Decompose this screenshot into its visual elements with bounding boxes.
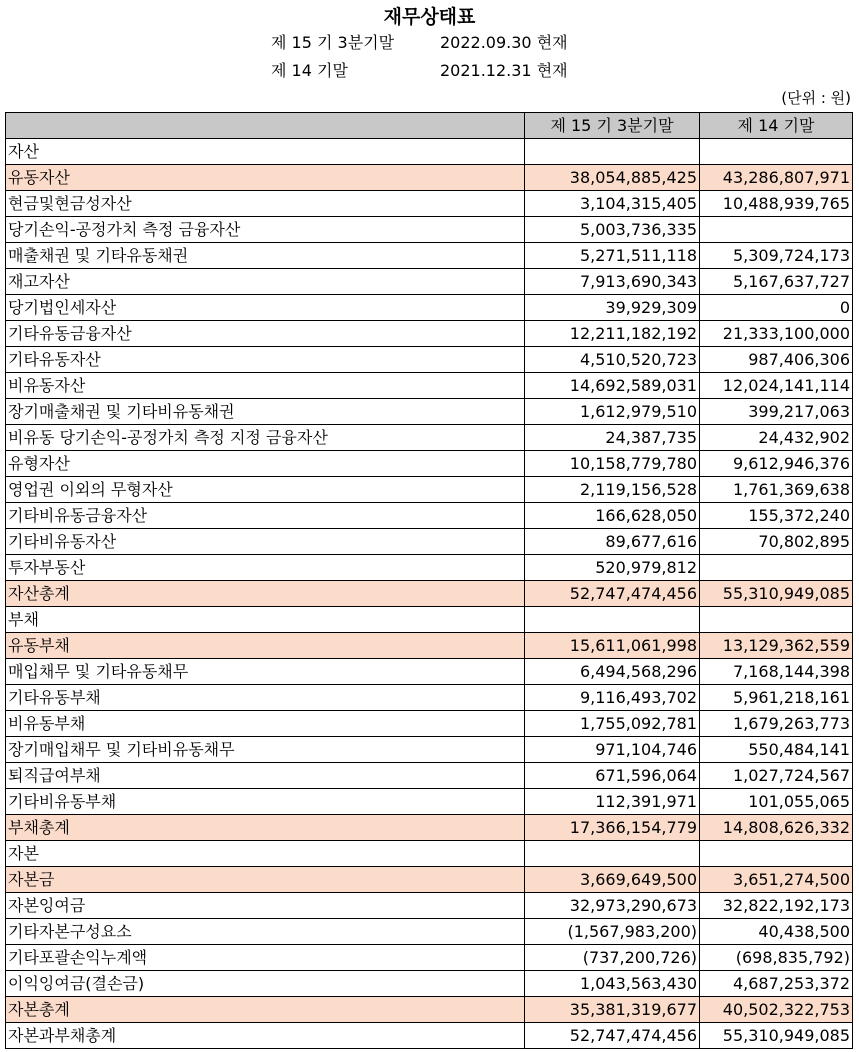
table-row <box>6 165 853 191</box>
row-label: 기타유동부채 <box>6 685 525 711</box>
row-label: 자본 <box>6 841 525 867</box>
table-row <box>6 815 853 841</box>
table-row <box>6 893 853 919</box>
prior-period-value: 10,488,939,765 <box>700 191 853 217</box>
current-period-value: (737,200,726) <box>525 945 700 971</box>
row-label: 기타자본구성요소 <box>6 919 525 945</box>
prior-period-value: 550,484,141 <box>700 737 853 763</box>
prior-period-value: 1,761,369,638 <box>700 477 853 503</box>
table-row <box>6 217 853 243</box>
row-label: 유동자산 <box>6 165 525 191</box>
prior-period-value: 1,027,724,567 <box>700 763 853 789</box>
table-row <box>6 529 853 555</box>
current-period-value: 971,104,746 <box>525 737 700 763</box>
table-row <box>6 841 853 867</box>
table-row <box>6 763 853 789</box>
prior-period-value: (698,835,792) <box>700 945 853 971</box>
current-period-value: 17,366,154,779 <box>525 815 700 841</box>
current-period-value: 35,381,319,677 <box>525 997 700 1023</box>
prior-period-value: 987,406,306 <box>700 347 853 373</box>
current-period-value: (1,567,983,200) <box>525 919 700 945</box>
row-label: 자본총계 <box>6 997 525 1023</box>
table-row <box>6 321 853 347</box>
row-label: 기타비유동자산 <box>6 529 525 555</box>
current-period-value <box>525 139 700 165</box>
row-label: 자산 <box>6 139 525 165</box>
table-row <box>6 399 853 425</box>
current-period-value: 6,494,568,296 <box>525 659 700 685</box>
table-row <box>6 503 853 529</box>
current-period-value: 9,116,493,702 <box>525 685 700 711</box>
row-label: 퇴직급여부채 <box>6 763 525 789</box>
table-row <box>6 191 853 217</box>
current-period-value: 5,271,511,118 <box>525 243 700 269</box>
table-row <box>6 789 853 815</box>
table-row <box>6 1023 853 1049</box>
current-period-value: 5,003,736,335 <box>525 217 700 243</box>
table-row <box>6 581 853 607</box>
row-label: 비유동 당기손익-공정가치 측정 지정 금융자산 <box>6 425 525 451</box>
current-period-value: 52,747,474,456 <box>525 1023 700 1049</box>
current-period-value: 14,692,589,031 <box>525 373 700 399</box>
current-period-value: 166,628,050 <box>525 503 700 529</box>
prior-period-value: 155,372,240 <box>700 503 853 529</box>
current-period-value: 1,755,092,781 <box>525 711 700 737</box>
table-row <box>6 607 853 633</box>
prior-period-value: 5,309,724,173 <box>700 243 853 269</box>
prior-period-value: 55,310,949,085 <box>700 1023 853 1049</box>
current-period-value: 89,677,616 <box>525 529 700 555</box>
period-current-date: 2022.09.30 현재 <box>440 33 568 52</box>
prior-period-value: 21,333,100,000 <box>700 321 853 347</box>
prior-period-value: 24,432,902 <box>700 425 853 451</box>
table-row <box>6 347 853 373</box>
current-period-value: 3,104,315,405 <box>525 191 700 217</box>
current-period-value: 24,387,735 <box>525 425 700 451</box>
prior-period-value: 5,961,218,161 <box>700 685 853 711</box>
current-period-value: 112,391,971 <box>525 789 700 815</box>
row-label: 매출채권 및 기타유동채권 <box>6 243 525 269</box>
row-label: 자본금 <box>6 867 525 893</box>
table-row <box>6 243 853 269</box>
balance-sheet-table <box>5 112 853 1049</box>
table-row <box>6 685 853 711</box>
row-label: 매입채무 및 기타유동채무 <box>6 659 525 685</box>
prior-period-value: 5,167,637,727 <box>700 269 853 295</box>
current-period-value: 7,913,690,343 <box>525 269 700 295</box>
row-label: 유동부채 <box>6 633 525 659</box>
statement-title: 재무상태표 <box>383 6 476 28</box>
table-row <box>6 425 853 451</box>
prior-period-value <box>700 841 853 867</box>
table-row <box>6 555 853 581</box>
row-label: 비유동부채 <box>6 711 525 737</box>
period-current-label: 제 15 기 3분기말 <box>271 33 395 52</box>
prior-period-value: 40,438,500 <box>700 919 853 945</box>
prior-period-value: 55,310,949,085 <box>700 581 853 607</box>
prior-period-value <box>700 555 853 581</box>
row-label: 기타유동자산 <box>6 347 525 373</box>
row-label: 기타유동금융자산 <box>6 321 525 347</box>
row-label: 자산총계 <box>6 581 525 607</box>
prior-period-value: 3,651,274,500 <box>700 867 853 893</box>
row-label: 이익잉여금(결손금) <box>6 971 525 997</box>
row-label: 당기손익-공정가치 측정 금융자산 <box>6 217 525 243</box>
prior-period-value: 70,802,895 <box>700 529 853 555</box>
current-period-value: 671,596,064 <box>525 763 700 789</box>
row-label: 기타비유동금융자산 <box>6 503 525 529</box>
prior-period-value: 43,286,807,971 <box>700 165 853 191</box>
header-prior-period: 제 14 기말 <box>700 113 853 139</box>
period-prior-label: 제 14 기말 <box>271 61 348 80</box>
current-period-value: 4,510,520,723 <box>525 347 700 373</box>
prior-period-value: 9,612,946,376 <box>700 451 853 477</box>
row-label: 비유동자산 <box>6 373 525 399</box>
current-period-value: 32,973,290,673 <box>525 893 700 919</box>
row-label: 재고자산 <box>6 269 525 295</box>
unit-label: (단위 : 원) <box>781 89 851 107</box>
row-label: 자본잉여금 <box>6 893 525 919</box>
prior-period-value: 14,808,626,332 <box>700 815 853 841</box>
table-row <box>6 945 853 971</box>
prior-period-value: 12,024,141,114 <box>700 373 853 399</box>
table-row <box>6 451 853 477</box>
row-label: 장기매입채무 및 기타비유동채무 <box>6 737 525 763</box>
row-label: 부채총계 <box>6 815 525 841</box>
current-period-value: 1,043,563,430 <box>525 971 700 997</box>
table-row <box>6 139 853 165</box>
prior-period-value <box>700 139 853 165</box>
row-label: 영업권 이외의 무형자산 <box>6 477 525 503</box>
current-period-value: 10,158,779,780 <box>525 451 700 477</box>
current-period-value: 52,747,474,456 <box>525 581 700 607</box>
prior-period-value: 1,679,263,773 <box>700 711 853 737</box>
current-period-value: 15,611,061,998 <box>525 633 700 659</box>
current-period-value: 1,612,979,510 <box>525 399 700 425</box>
current-period-value: 2,119,156,528 <box>525 477 700 503</box>
table-row <box>6 737 853 763</box>
prior-period-value <box>700 217 853 243</box>
row-label: 기타포괄손익누계액 <box>6 945 525 971</box>
prior-period-value: 101,055,065 <box>700 789 853 815</box>
prior-period-value: 0 <box>700 295 853 321</box>
table-row <box>6 373 853 399</box>
table-row <box>6 919 853 945</box>
current-period-value: 3,669,649,500 <box>525 867 700 893</box>
row-label: 현금및현금성자산 <box>6 191 525 217</box>
table-row <box>6 295 853 321</box>
table-row <box>6 867 853 893</box>
row-label: 기타비유동부채 <box>6 789 525 815</box>
prior-period-value: 32,822,192,173 <box>700 893 853 919</box>
current-period-value: 39,929,309 <box>525 295 700 321</box>
table-header-row <box>6 113 853 139</box>
prior-period-value <box>700 607 853 633</box>
table-row <box>6 477 853 503</box>
prior-period-value: 7,168,144,398 <box>700 659 853 685</box>
row-label: 부채 <box>6 607 525 633</box>
table-row <box>6 633 853 659</box>
prior-period-value: 40,502,322,753 <box>700 997 853 1023</box>
current-period-value <box>525 607 700 633</box>
row-label: 유형자산 <box>6 451 525 477</box>
table-row <box>6 997 853 1023</box>
row-label: 자본과부채총계 <box>6 1023 525 1049</box>
table-row <box>6 711 853 737</box>
period-prior-date: 2021.12.31 현재 <box>440 61 568 80</box>
header-current-period: 제 15 기 3분기말 <box>525 113 700 139</box>
prior-period-value: 13,129,362,559 <box>700 633 853 659</box>
table-row <box>6 269 853 295</box>
current-period-value: 520,979,812 <box>525 555 700 581</box>
table-row <box>6 659 853 685</box>
header-item <box>6 113 525 139</box>
prior-period-value: 4,687,253,372 <box>700 971 853 997</box>
table-row <box>6 971 853 997</box>
row-label: 장기매출채권 및 기타비유동채권 <box>6 399 525 425</box>
row-label: 당기법인세자산 <box>6 295 525 321</box>
current-period-value: 12,211,182,192 <box>525 321 700 347</box>
prior-period-value: 399,217,063 <box>700 399 853 425</box>
current-period-value: 38,054,885,425 <box>525 165 700 191</box>
current-period-value <box>525 841 700 867</box>
row-label: 투자부동산 <box>6 555 525 581</box>
